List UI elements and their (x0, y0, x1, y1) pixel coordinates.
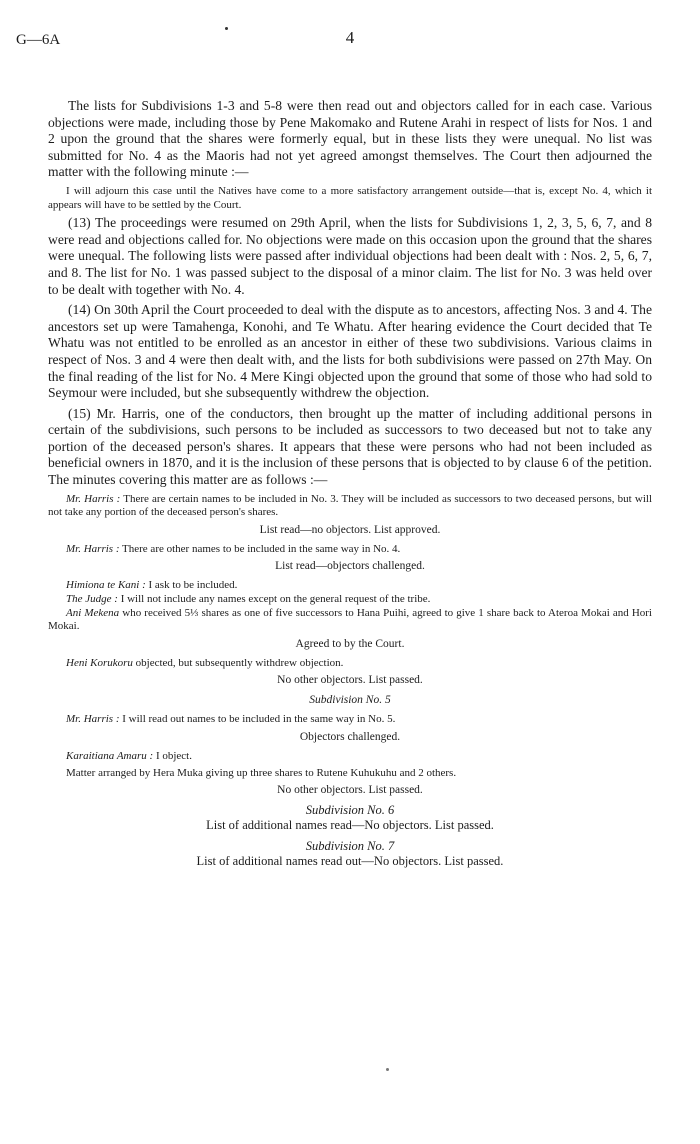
minute-karaitiana (48, 750, 652, 764)
speaker-name: Mr. Harris : (66, 542, 120, 555)
paragraph-13: (13) The proceedings were resumed on 29th April, when the lists for Subdivisions 1, 2, 3, 5, 6, 7, and 8 were read and objections called for. No objections were made on this occasion upon the ground that the shares were unequal. The following lists were passed after individual objections had been dealt with : Nos. 2, 5, 6, 7, and 8. The list for No. 1 was passed subject to the disposal of a minor claim. The list for No. 3 was held over to be dealt with together with No. 4. (48, 215, 652, 297)
subdivision-7-heading: Subdivision No. 7 (305, 839, 395, 854)
print-speck (386, 1068, 389, 1071)
speaker-name: The Judge : (66, 593, 118, 606)
minute-harris-no5 (48, 713, 652, 727)
minute-text: I will not include any names except on the general request of the tribe. (117, 593, 431, 606)
speaker-name: Ani Mekena (66, 606, 120, 619)
minute-text: who received 5⅓ shares as one of five successors to Hana Puihi, agreed to give 1 share back to Ateroa Mokai and Hori Mokai. (48, 606, 652, 633)
speaker-name: Himiona te Kani : (66, 579, 146, 592)
paragraph-lists-read: The lists for Subdivisions 1-3 and 5-8 were then read out and objectors called for in each case. Various objections were made, including those by Pene Makomako and Rutene Arahi in respect of lists for Nos. 1 and 2 upon the ground that the shares were formerly equal, but in these lists they were unequal. No list was submitted for No. 4 as the Maoris had not yet agreed amongst themselves. The Court then adjourned the matter with the following minute :— (48, 98, 652, 180)
minute-harris-no3 (48, 493, 652, 520)
minute-text: There are certain names to be included in No. 3. They will be included as successors to two deceased persons, but will not take any portion of the deceased person's shares. (48, 492, 652, 519)
minute-list-passed: No other objectors. List passed. (277, 674, 423, 687)
minute-text: I ask to be included. (145, 579, 238, 592)
speaker-name: Mr. Harris : (66, 492, 121, 505)
paragraph-14: (14) On 30th April the Court proceeded to deal with the dispute as to ancestors, affecting Nos. 3 and 4. The ancestors set up were Tamahenga, Konohi, and Te Whatu. After hearing evidence the Court decided that Te Whatu was not entitled to be enrolled as an ancestor in either of these two subdivisions. Various claims in respect of Nos. 3 and 4 were then dealt with, and the lists for both subdivisions were passed on 27th May. On the final reading of the list for No. 4 Mere Kingi objected upon the ground that some of those who had sold to Seymour were included, but she subsequently withdrew the objection. (48, 302, 652, 401)
speaker-name: Mr. Harris : (66, 713, 120, 726)
minute-agreed: Agreed to by the Court. (295, 637, 405, 650)
minute-hera-muka: Matter arranged by Hera Muka giving up three shares to Rutene Kuhukuhu and 2 others. (66, 766, 457, 779)
document-body (48, 98, 652, 869)
minute-judge (48, 593, 652, 607)
speaker-name: Karaitiana Amaru : (66, 750, 154, 762)
minute-ani-mekena (48, 607, 652, 634)
court-minute-adjourn: I will adjourn this case until the Natives have come to a more satisfactory arrangement outside—that is, except No. 4, which it appears will have to be settled by the Court. (48, 184, 652, 211)
minute-list-approved: List read—no objectors. List approved. (259, 523, 441, 536)
document-reference: G—6A (16, 32, 61, 48)
minute-text: I will read out names to be included in the same way in No. 5. (119, 713, 396, 726)
page-number: 4 (345, 28, 355, 47)
minute-objectors-challenged: List read—objectors challenged. (275, 560, 425, 573)
minute-list-passed-6: List of additional names read—No objectors. List passed. (206, 818, 494, 833)
page-header (16, 18, 684, 48)
minute-text: There are other names to be included in the same way in No. 4. (119, 542, 401, 555)
minute-list-passed-7: List of additional names read out—No objectors. List passed. (196, 854, 504, 869)
minute-text: I object. (153, 750, 192, 762)
minute-list-passed-5: No other objectors. List passed. (277, 784, 423, 797)
minute-himiona (48, 579, 652, 593)
subdivision-6-heading: Subdivision No. 6 (305, 803, 395, 818)
minute-objectors-challenged-5: Objectors challenged. (299, 731, 401, 743)
speaker-name: Heni Korukoru (66, 656, 133, 669)
paragraph-15: (15) Mr. Harris, one of the conductors, then brought up the matter of including additional persons in certain of the subdivisions, such persons to be included as successors to two deceased but not to take any portion of the deceased person's shares. It appears that these were persons who had not been included as beneficial owners in 1870, and it is the inclusion of these persons that is objected to by clause 6 of the petition. The minutes covering this matter are as follows :— (48, 405, 652, 488)
subdivision-5-heading: Subdivision No. 5 (309, 694, 391, 707)
minute-heni (48, 657, 652, 671)
minute-harris-no4 (48, 543, 652, 557)
minute-text: objected, but subsequently withdrew objection. (132, 656, 344, 669)
